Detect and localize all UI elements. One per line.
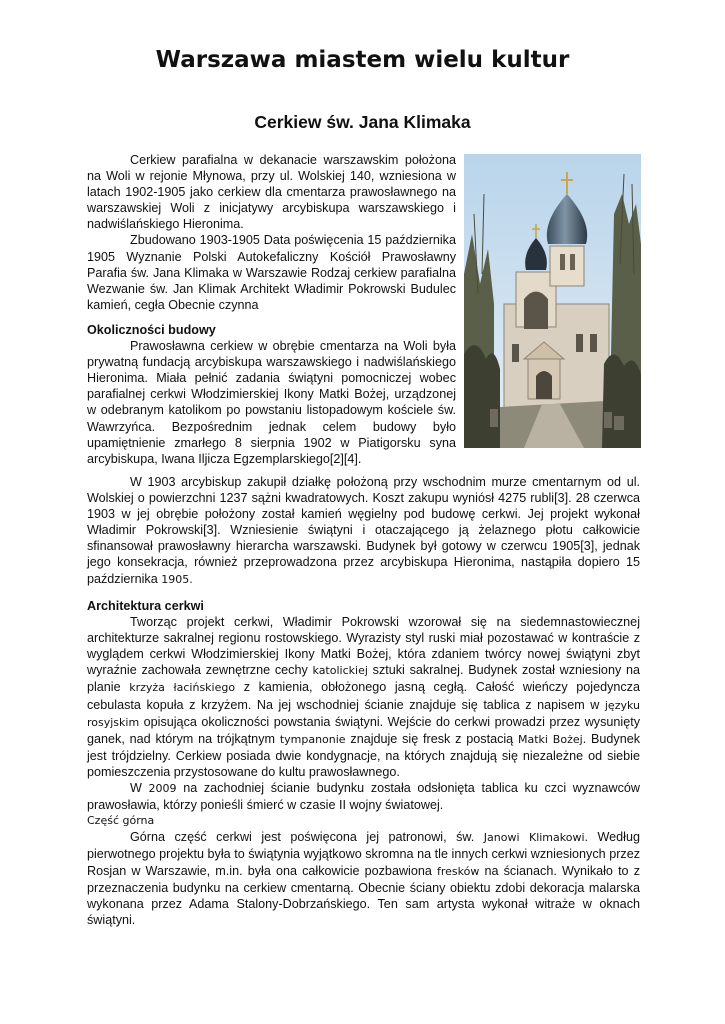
text-run: . Budynek jest trójdzielny. Cerkiew posiada dwie kondygnacje, na których znajdują się niezależne od siebie pomieszczenia przystosowane do kultu prawosławnego.: [87, 731, 641, 779]
text-run: na ścianach. Wynikało to z przeznaczenia budynku na cerkiew cmentarną. Obecnie ściany obiektu zdobi dekoracja malarska wykonana przez Adama Stalony-Dobrzańskiego. Ten sam artysta wykonał witraże w oknach świątyni.: [87, 863, 640, 927]
text-run: . Według pierwotnego projektu była to świątynia wyjątkowo skromna na tle innych cerkwi wzniesionych przez Rosjan w Warszawie, m.in. była ona całkowicie pozbawiona: [87, 830, 640, 878]
architektura-paragraph-1: [87, 614, 640, 780]
text-run: znajduje się fresk z postacią: [345, 731, 519, 746]
okolicznosci-section-continued: [87, 474, 640, 588]
text-run: na zachodniej ścianie budynku została odsłonięta tablica ku czci wyznawców prawosławia, którzy ponieśli śmierć w czasie II wojny światowej.: [87, 781, 640, 813]
inline-term: Janowi Klimakowi: [483, 831, 585, 845]
subheading-czesc-gorna: Część górna: [87, 814, 155, 828]
inline-term: fresków: [436, 864, 480, 878]
inline-term: Matki Bożej: [518, 732, 583, 746]
text-run: Górna część cerkwi jest poświęcona jej patronowi, św.: [130, 830, 484, 845]
architektura-paragraph-2: [87, 780, 640, 813]
church-illustration: [464, 154, 641, 448]
okolicznosci-paragraph-1: Prawosławna cerkiew w obrębie cmentarza na Woli była prywatną fundacją arcybiskupa warszawskiego i nadwiślańskiego Hieronima. Miała pełnić zadania świątyni pomocniczej wobec parafialnej cerkwi Włodzimierskiej Ikony Matki Bożej, urządzonej w odebranym katolikom po powstaniu listopadowym kościele św. Wawrzyńca. Bezpośrednim jednak celem budowy było upamiętnienie zmarłego 8 sierpnia 1902 w Piatigorsku syna arcybiskupa, Iwana Iljicza Egzemplarskiego[2][4].: [87, 339, 456, 466]
okolicznosci-section: [87, 322, 456, 467]
inline-term: krzyża łacińskiego: [129, 681, 236, 695]
text-run: opisująca okoliczności powstania świątyni. Wejście do cerkwi prowadzi przez wysunięty ganek, nad którym na trójkątnym: [87, 714, 640, 746]
intro-paragraph: Cerkiew parafialna w dekanacie warszawskim położona na Woli w rejonie Młynowa, przy ul. Wolskiej 140, wzniesiona w latach 1902-1905 jako cerkiew dla cmentarza prawosławnego na warszawskiej Woli z inicjatywy arcybiskupa warszawskiego i nadwiślańskiego Hieronima.: [87, 153, 456, 232]
page-title: Warszawa miastem wielu kultur: [155, 47, 570, 73]
text-run: sztuki sakralnej. Budynek został wzniesiony na planie: [87, 663, 640, 695]
inline-term: tympanonie: [279, 732, 346, 746]
text-run: W: [130, 781, 149, 796]
okolicznosci-paragraph-2: [87, 474, 640, 588]
article-title: Cerkiew św. Jana Klimaka: [254, 112, 471, 132]
inline-term: katolickiej: [312, 664, 368, 678]
text-run: z kamienia, obłożonego jasną cegłą. Całość wieńczy pojedyncza cebulasta kopuła z krzyżem. Na jej wschodniej ścianie znajduje się tablica z napisem w: [87, 680, 640, 712]
inline-term: języku rosyjskim: [87, 698, 640, 729]
infobox-paragraph: Zbudowano 1903-1905 Data poświęcenia 15 października 1905 Wyznanie Polski Autokefaliczny Kościół Prawosławny Parafia św. Jana Klimaka w Warszawie Rodzaj cerkiew parafialna Wezwanie św. Jan Klimak Architekt Władimir Pokrowski Budulec kamień, cegła Obecnie czynna: [87, 233, 456, 312]
section-heading-okolicznosci: Okoliczności budowy: [87, 323, 216, 337]
intro-section: [87, 152, 456, 313]
okolicznosci-year: 1905.: [161, 572, 193, 586]
okolicznosci-paragraph-2-text: W 1903 arcybiskup zakupił działkę położoną przy wschodnim murze cmentarnym od ul. Wolskiej o powierzchni 1237 sążni kwadratowych. Koszt zakupu wyniósł 4275 rubli[3]. 28 czerwca 1903 w jej obrębie położony został kamień węgielny pod budowę cerkwi. Jej projekt wykonał Władimir Pokrowski[3]. Wzniesienie świątyni i otaczającego ją żelaznego płotu całkowicie sfinansował prawosławny hierarcha warszawski. Budynek był gotowy w czerwcu 1905[3], jednak jego konsekracja, również przeprowadzona przez arcybiskupa Hieronima, nastąpiła dopiero 15 października: [87, 475, 640, 586]
section-heading-architektura: Architektura cerkwi: [87, 599, 204, 613]
architektura-section: [87, 598, 640, 928]
church-photo: [464, 154, 641, 448]
text-run: Tworząc projekt cerkwi, Władimir Pokrowski wzorował się na siedemnastowiecznej architekturze sakralnej regionu rostowskiego. Wyrazisty styl ruski miał pozostawać w kontraście z wyglądem cerkwi Włodzimierskiej Ikony Matki Bożej, która zdaniem twórcy nowej świątyni zbyt wyraźnie zachowała zewnętrzne cechy: [87, 615, 640, 678]
architektura-paragraph-3: [87, 829, 640, 928]
inline-term: 2009: [148, 782, 177, 796]
